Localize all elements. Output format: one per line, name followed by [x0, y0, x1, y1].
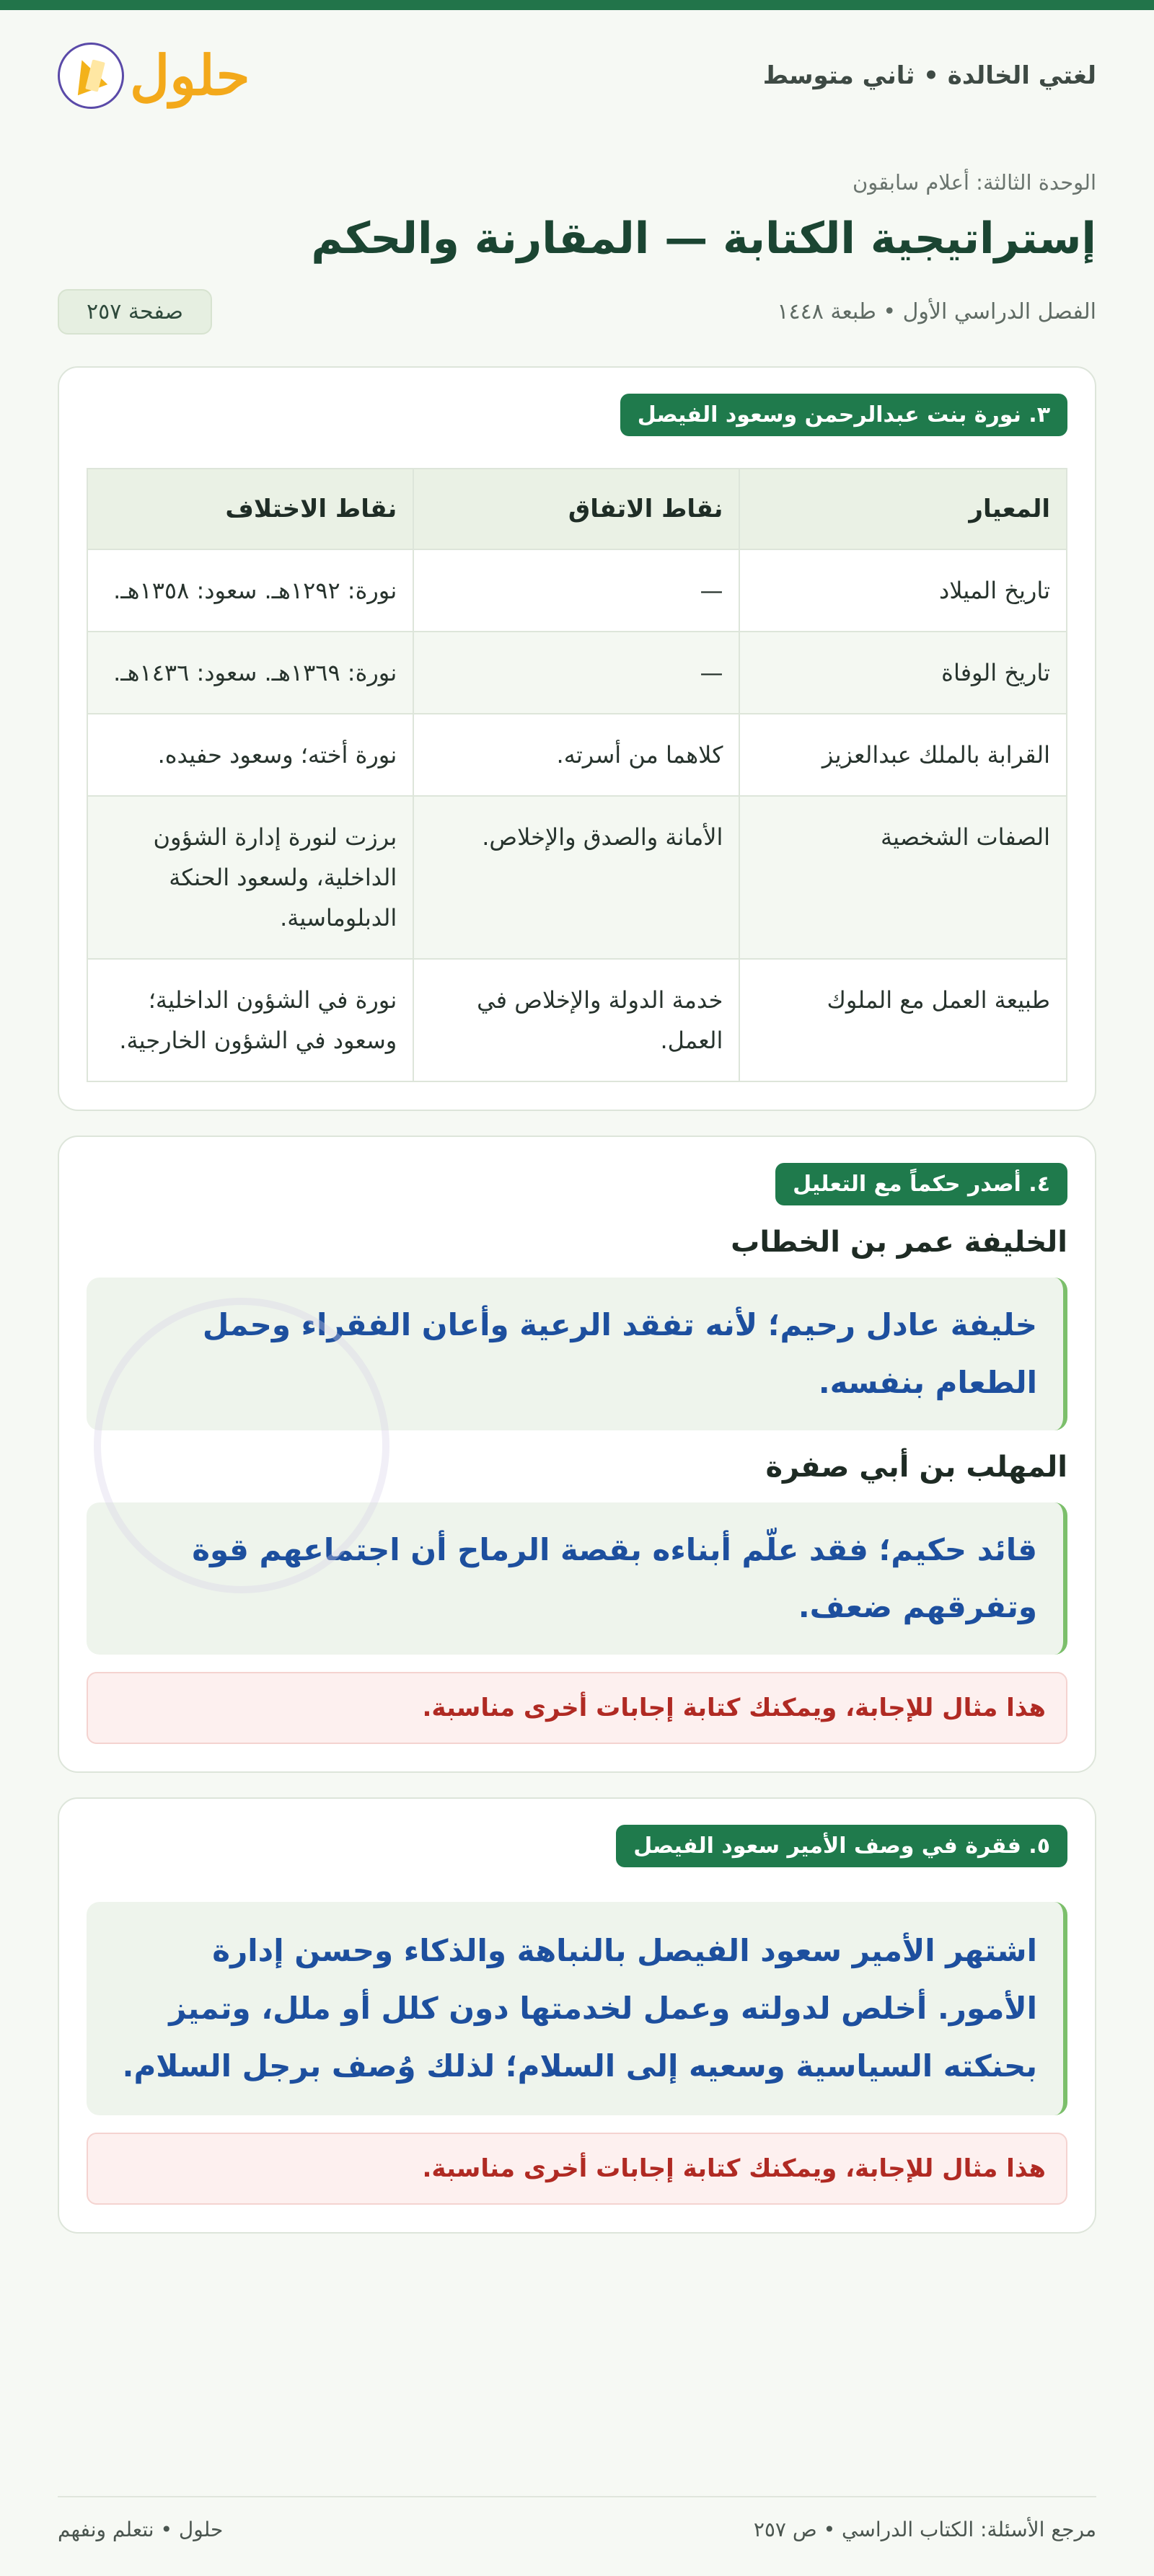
- table-cell: نورة: ١٢٩٢هـ. سعود: ١٣٥٨هـ.: [87, 549, 413, 632]
- table-row: [87, 549, 1067, 632]
- section-badge-3: ٣. نورة بنت عبدالرحمن وسعود الفيصل: [620, 394, 1067, 436]
- column-header: نقاط الاختلاف: [87, 469, 413, 549]
- table-cell: برزت لنورة إدارة الشؤون الداخلية، ولسعود الحنكة الدبلوماسية.: [87, 796, 413, 959]
- description-paragraph: اشتهر الأمير سعود الفيصل بالنباهة والذكاء وحسن إدارة الأمور. أخلص لدولته وعمل لخدمتها دون كلل أو ملل، وتميز بحنكته السياسية وسعيه إلى السلام؛ لذلك وُصف برجل السلام.: [87, 1902, 1067, 2115]
- table-cell: كلاهما من أسرته.: [413, 714, 739, 796]
- footer-brand[interactable]: حلول • نتعلم ونفهم: [58, 2518, 224, 2541]
- comparison-card: [58, 366, 1096, 1111]
- top-accent-bar: [0, 0, 1154, 10]
- table-cell: —: [413, 632, 739, 714]
- example-note: هذا مثال للإجابة، ويمكنك كتابة إجابات أخرى مناسبة.: [87, 2133, 1067, 2205]
- judgment-card: [58, 1136, 1096, 1773]
- answer-box: قائد حكيم؛ فقد علّم أبناءه بقصة الرماح أن اجتماعهم قوة وتفرقهم ضعف.: [87, 1502, 1067, 1655]
- table-cell: طبيعة العمل مع الملوك: [739, 959, 1067, 1081]
- page-number-badge: صفحة ٢٥٧: [58, 289, 212, 335]
- table-cell: تاريخ الميلاد: [739, 549, 1067, 632]
- site-logo[interactable]: [58, 43, 250, 109]
- series-label: لغتي الخالدة • ثاني متوسط: [762, 61, 1096, 90]
- comparison-table: [87, 468, 1067, 1082]
- footer-reference: مرجع الأسئلة: الكتاب الدراسي • ص ٢٥٧: [753, 2518, 1096, 2541]
- page-footer: [58, 2496, 1096, 2541]
- table-cell: الأمانة والصدق والإخلاص.: [413, 796, 739, 959]
- lesson-meta: [58, 286, 1096, 337]
- table-row: [87, 714, 1067, 796]
- term-label: الفصل الدراسي الأول • طبعة ١٤٤٨: [777, 298, 1096, 324]
- logo-text: حلول: [130, 43, 250, 107]
- answer-box: خليفة عادل رحيم؛ لأنه تفقد الرعية وأعان الفقراء وحمل الطعام بنفسه.: [87, 1278, 1067, 1430]
- table-cell: خدمة الدولة والإخلاص في العمل.: [413, 959, 739, 1081]
- page-header: [58, 10, 1096, 141]
- table-row: [87, 632, 1067, 714]
- table-cell: —: [413, 549, 739, 632]
- unit-label: الوحدة الثالثة: أعلام سابقون: [852, 170, 1096, 195]
- table-cell: نورة أخته؛ وسعود حفيده.: [87, 714, 413, 796]
- column-header: نقاط الاتفاق: [413, 469, 739, 549]
- table-cell: الصفات الشخصية: [739, 796, 1067, 959]
- table-cell: تاريخ الوفاة: [739, 632, 1067, 714]
- example-note: هذا مثال للإجابة، ويمكنك كتابة إجابات أخرى مناسبة.: [87, 1672, 1067, 1744]
- table-row: [87, 959, 1067, 1081]
- table-cell: نورة في الشؤون الداخلية؛ وسعود في الشؤون الخارجية.: [87, 959, 413, 1081]
- paragraph-card: [58, 1797, 1096, 2233]
- column-header: المعيار: [739, 469, 1067, 549]
- table-cell: نورة: ١٣٦٩هـ. سعود: ١٤٣٦هـ.: [87, 632, 413, 714]
- table-cell: القرابة بالملك عبدالعزيز: [739, 714, 1067, 796]
- leader-name: المهلب بن أبي صفرة: [765, 1450, 1067, 1484]
- section-badge-4: ٤. أصدر حكماً مع التعليل: [775, 1163, 1067, 1205]
- leader-name: الخليفة عمر بن الخطاب: [731, 1226, 1067, 1259]
- table-header-row: [87, 469, 1067, 549]
- table-row: [87, 796, 1067, 959]
- page-title: إستراتيجية الكتابة — المقارنة والحكم: [311, 213, 1096, 264]
- book-logo-icon: [58, 43, 124, 109]
- section-badge-5: ٥. فقرة في وصف الأمير سعود الفيصل: [616, 1825, 1067, 1867]
